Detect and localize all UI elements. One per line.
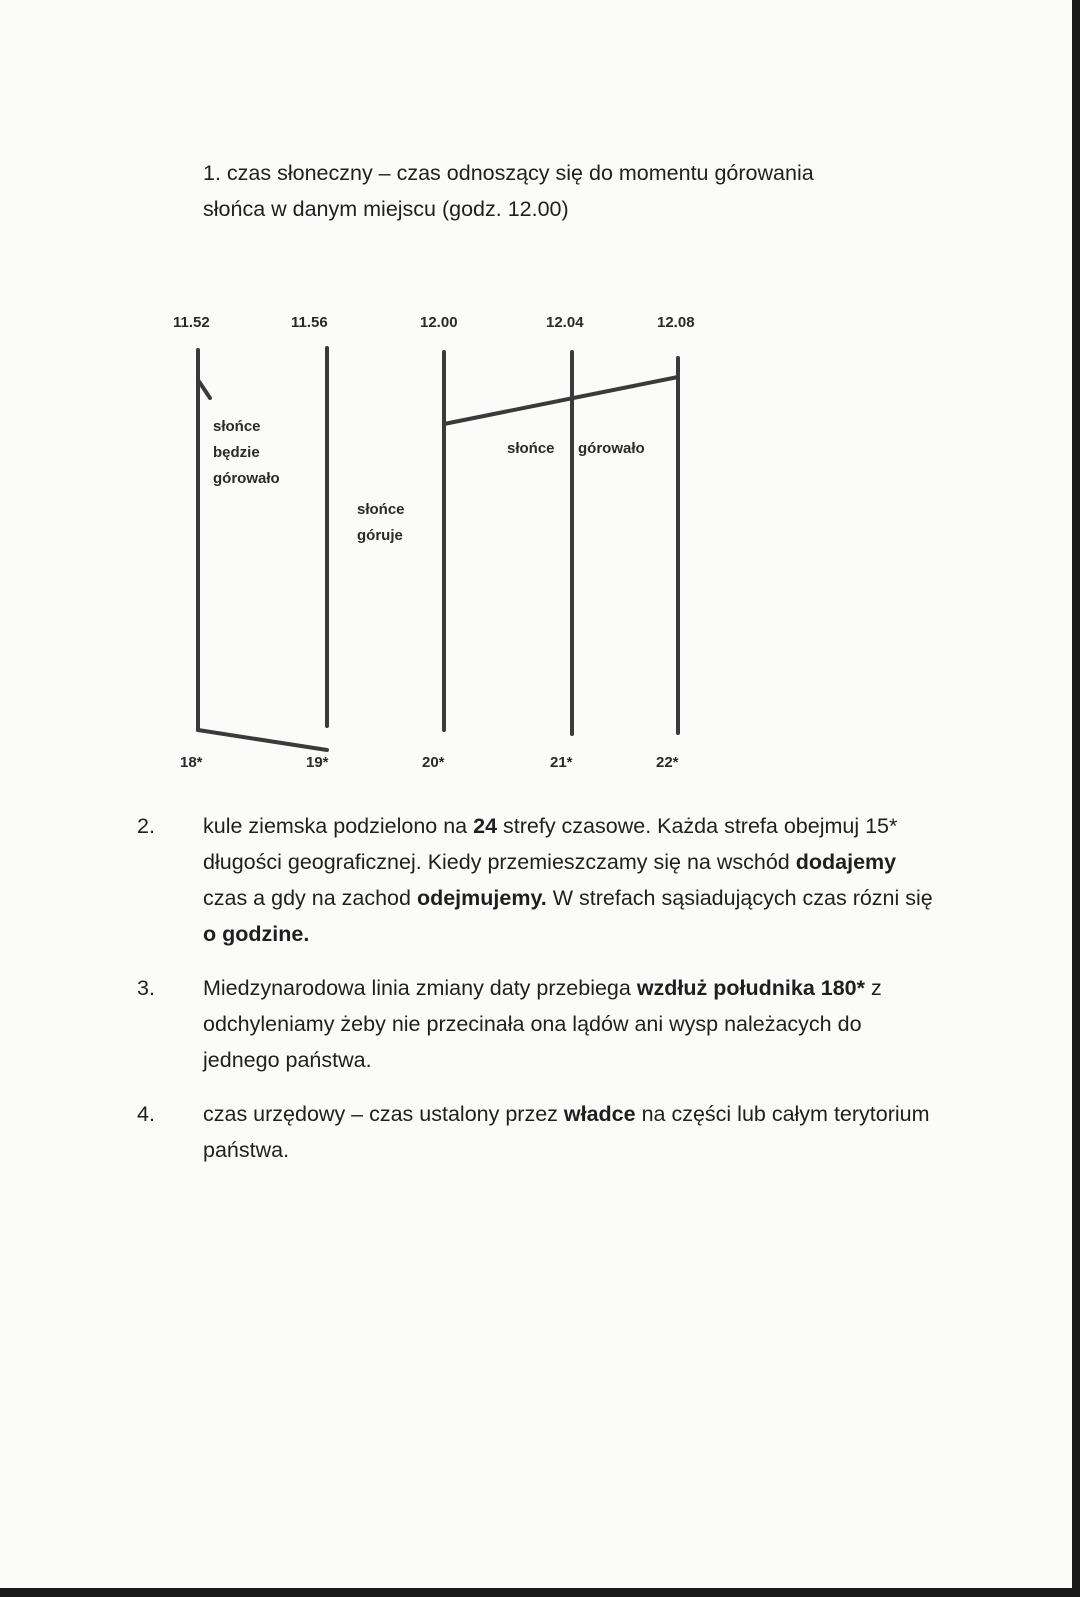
notes-list: [137, 808, 937, 1186]
label-will-culminate-2: będzie: [213, 444, 260, 461]
label-culminates-2: góruje: [357, 527, 403, 544]
label-will-culminate-1: słońce: [213, 418, 261, 435]
list-number: 3.: [137, 976, 155, 1000]
item-bold: odejmujemy.: [416, 886, 547, 910]
time-label: 11.52: [173, 314, 210, 331]
time-label: 12.00: [420, 314, 458, 331]
item-bold: władce: [563, 1102, 636, 1126]
item-text: z odchyleniamy żeby nie przecinała ona lądów ani wysp należacych do jednego państwa.: [203, 976, 882, 1072]
list-item-official-time: [137, 1096, 937, 1168]
label-culminated-a: słońce: [507, 440, 555, 457]
label-will-culminate-3: górowało: [213, 470, 280, 487]
degree-label: 20*: [422, 754, 445, 771]
item-text: strefy czasowe. Każda strefa obejmuj 15* długości geograficznej. Kiedy przemieszczamy się na wschód: [203, 814, 898, 874]
degree-label: 21*: [550, 754, 573, 771]
definition-line-2: słońca w danym miejscu (godz. 12.00): [203, 197, 569, 221]
list-item-time-zones: [137, 808, 937, 952]
item-text: na części lub całym terytorium państwa.: [203, 1102, 930, 1162]
definition-line-1: 1. czas słoneczny – czas odnoszący się do momentu górowania: [203, 161, 814, 185]
label-culminated-b: górowało: [578, 440, 645, 457]
connector-18-19: [198, 730, 327, 750]
item-text: kule ziemska podzielono na: [203, 814, 474, 838]
item-text: Miedzynarodowa linia zmiany daty przebiega: [203, 976, 637, 1000]
list-number: 2.: [137, 814, 155, 838]
item-bold: wzdłuż południka 180*: [636, 976, 865, 1000]
item-text: czas urzędowy – czas ustalony przez: [203, 1102, 564, 1126]
item-text: czas a gdy na zachod: [203, 886, 417, 910]
degree-label: 19*: [306, 754, 329, 771]
connector-20-22: [444, 377, 678, 424]
item-bold: 24: [473, 814, 498, 838]
list-item-date-line: [137, 970, 937, 1078]
time-label: 12.08: [657, 314, 695, 331]
time-label: 12.04: [546, 314, 584, 331]
list-number: 4.: [137, 1102, 155, 1126]
degree-label: 18*: [180, 754, 203, 771]
degree-label: 22*: [656, 754, 679, 771]
time-label: 11.56: [291, 314, 328, 331]
item-bold: o godzine.: [203, 922, 310, 946]
label-culminates-1: słońce: [357, 501, 405, 518]
solar-time-diagram: [0, 0, 1072, 800]
item-bold: dodajemy: [795, 850, 897, 874]
item-text: W strefach sąsiadujących czas rózni się: [546, 886, 933, 910]
